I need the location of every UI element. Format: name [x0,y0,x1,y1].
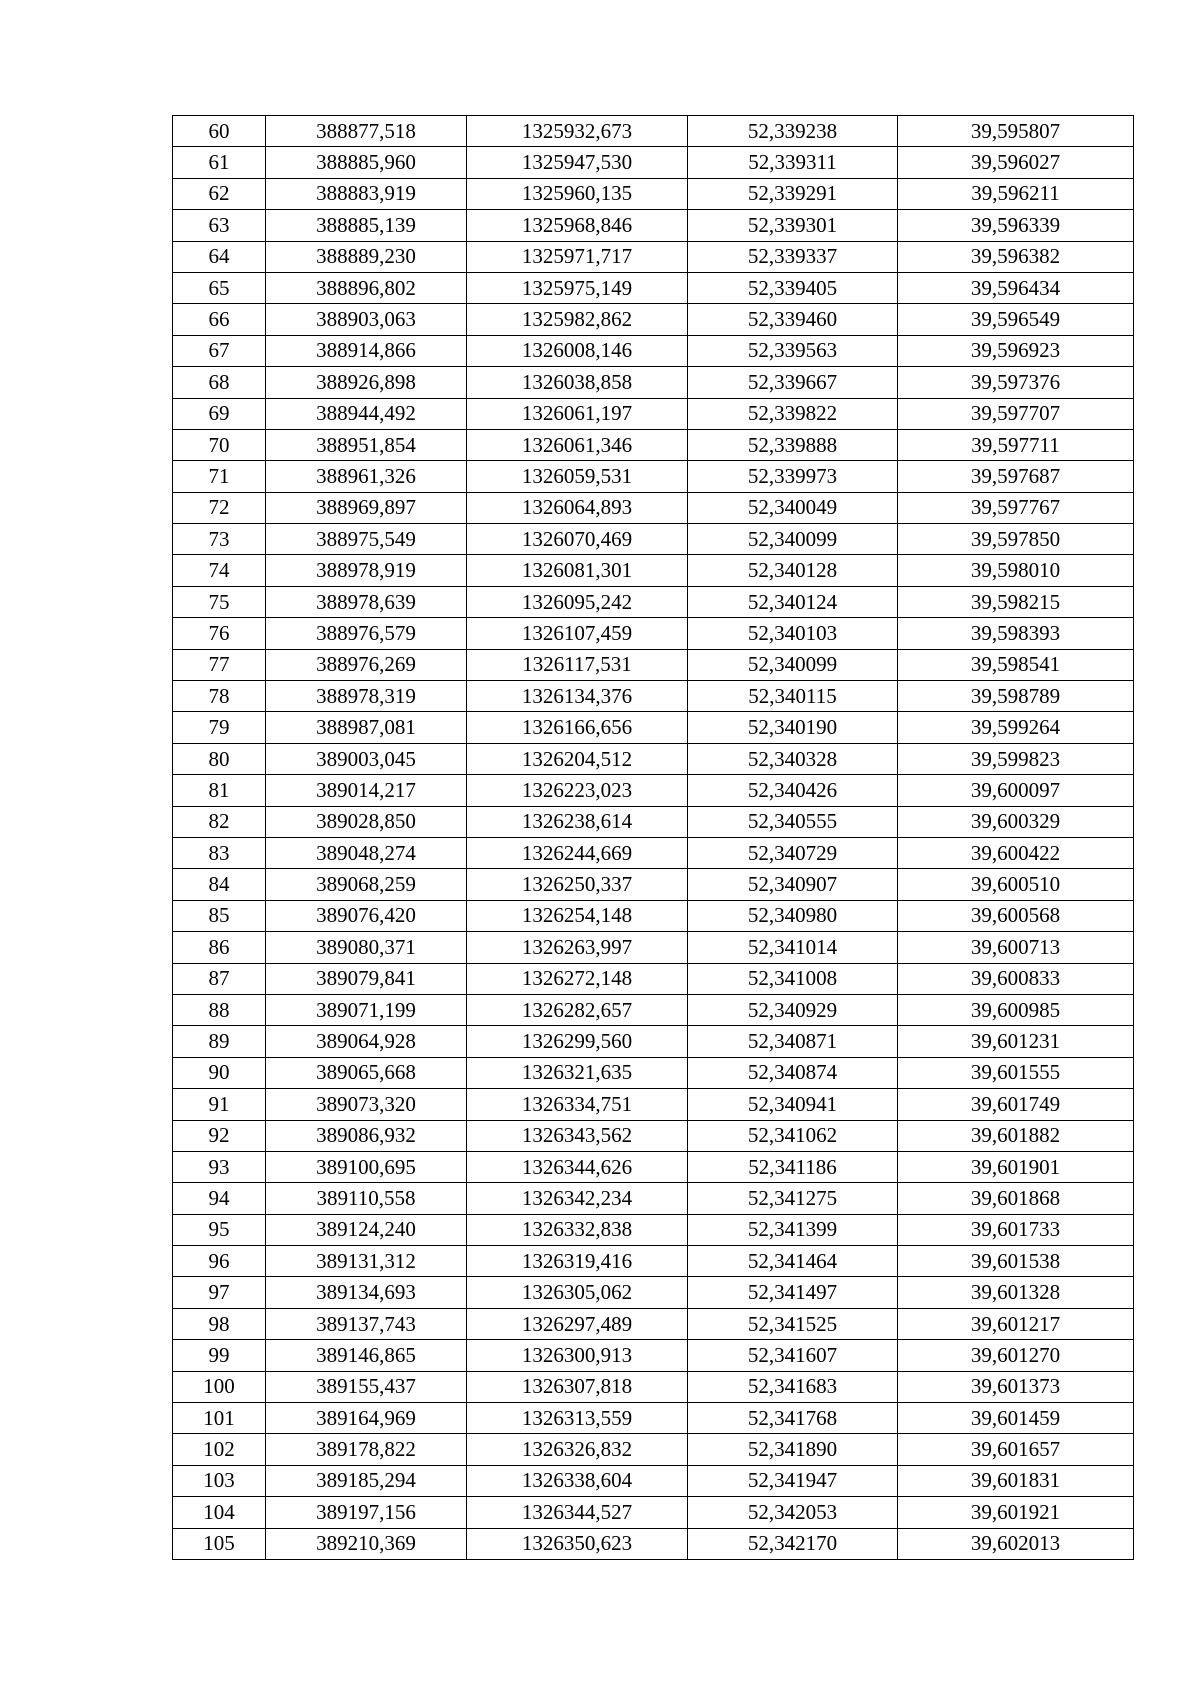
latitude-cell: 52,339460 [688,304,898,335]
x-coordinate-cell: 389079,841 [266,963,467,994]
longitude-cell: 39,597376 [898,367,1134,398]
x-coordinate-cell: 388885,139 [266,210,467,241]
longitude-cell: 39,600833 [898,963,1134,994]
table-row [173,1434,1134,1465]
y-coordinate-cell: 1326297,489 [467,1308,688,1339]
longitude-cell: 39,598215 [898,586,1134,617]
table-row [173,1026,1134,1057]
point-number-cell: 84 [173,869,266,900]
longitude-cell: 39,601749 [898,1089,1134,1120]
y-coordinate-cell: 1325971,717 [467,241,688,272]
y-coordinate-cell: 1326166,656 [467,712,688,743]
latitude-cell: 52,341768 [688,1403,898,1434]
latitude-cell: 52,340099 [688,524,898,555]
latitude-cell: 52,341525 [688,1308,898,1339]
point-number-cell: 68 [173,367,266,398]
longitude-cell: 39,601901 [898,1151,1134,1182]
y-coordinate-cell: 1326107,459 [467,618,688,649]
longitude-cell: 39,596434 [898,272,1134,303]
x-coordinate-cell: 388978,919 [266,555,467,586]
latitude-cell: 52,340907 [688,869,898,900]
point-number-cell: 82 [173,806,266,837]
point-number-cell: 92 [173,1120,266,1151]
longitude-cell: 39,600568 [898,900,1134,931]
longitude-cell: 39,596027 [898,147,1134,178]
y-coordinate-cell: 1326238,614 [467,806,688,837]
table-row [173,1465,1134,1496]
point-number-cell: 65 [173,272,266,303]
point-number-cell: 102 [173,1434,266,1465]
longitude-cell: 39,599264 [898,712,1134,743]
latitude-cell: 52,341464 [688,1246,898,1277]
y-coordinate-cell: 1326326,832 [467,1434,688,1465]
latitude-cell: 52,340426 [688,775,898,806]
y-coordinate-cell: 1326342,234 [467,1183,688,1214]
point-number-cell: 80 [173,743,266,774]
table-row [173,304,1134,335]
longitude-cell: 39,601217 [898,1308,1134,1339]
table-row [173,492,1134,523]
x-coordinate-cell: 388903,063 [266,304,467,335]
longitude-cell: 39,599823 [898,743,1134,774]
latitude-cell: 52,340099 [688,649,898,680]
x-coordinate-cell: 389134,693 [266,1277,467,1308]
x-coordinate-cell: 389178,822 [266,1434,467,1465]
latitude-cell: 52,342170 [688,1528,898,1559]
latitude-cell: 52,340980 [688,900,898,931]
latitude-cell: 52,340115 [688,681,898,712]
point-number-cell: 63 [173,210,266,241]
point-number-cell: 83 [173,837,266,868]
table-row [173,649,1134,680]
point-number-cell: 62 [173,178,266,209]
longitude-cell: 39,598541 [898,649,1134,680]
x-coordinate-cell: 389076,420 [266,900,467,931]
y-coordinate-cell: 1325968,846 [467,210,688,241]
longitude-cell: 39,597711 [898,429,1134,460]
latitude-cell: 52,340729 [688,837,898,868]
point-number-cell: 64 [173,241,266,272]
x-coordinate-cell: 389131,312 [266,1246,467,1277]
table-row [173,743,1134,774]
table-row [173,1057,1134,1088]
longitude-cell: 39,601831 [898,1465,1134,1496]
y-coordinate-cell: 1325932,673 [467,116,688,147]
latitude-cell: 52,340190 [688,712,898,743]
longitude-cell: 39,597707 [898,398,1134,429]
y-coordinate-cell: 1326254,148 [467,900,688,931]
latitude-cell: 52,340929 [688,994,898,1025]
point-number-cell: 66 [173,304,266,335]
y-coordinate-cell: 1325975,149 [467,272,688,303]
latitude-cell: 52,339337 [688,241,898,272]
x-coordinate-cell: 389110,558 [266,1183,467,1214]
y-coordinate-cell: 1326307,818 [467,1371,688,1402]
table-row [173,398,1134,429]
longitude-cell: 39,600510 [898,869,1134,900]
y-coordinate-cell: 1326305,062 [467,1277,688,1308]
longitude-cell: 39,601921 [898,1497,1134,1528]
x-coordinate-cell: 389028,850 [266,806,467,837]
x-coordinate-cell: 389137,743 [266,1308,467,1339]
y-coordinate-cell: 1326332,838 [467,1214,688,1245]
point-number-cell: 71 [173,461,266,492]
x-coordinate-cell: 389071,199 [266,994,467,1025]
latitude-cell: 52,340871 [688,1026,898,1057]
latitude-cell: 52,341683 [688,1371,898,1402]
point-number-cell: 96 [173,1246,266,1277]
point-number-cell: 101 [173,1403,266,1434]
point-number-cell: 77 [173,649,266,680]
latitude-cell: 52,340124 [688,586,898,617]
point-number-cell: 67 [173,335,266,366]
x-coordinate-cell: 388877,518 [266,116,467,147]
table-row [173,1120,1134,1151]
latitude-cell: 52,340049 [688,492,898,523]
point-number-cell: 73 [173,524,266,555]
x-coordinate-cell: 388944,492 [266,398,467,429]
table-row [173,586,1134,617]
latitude-cell: 52,341497 [688,1277,898,1308]
y-coordinate-cell: 1326117,531 [467,649,688,680]
table-row [173,1151,1134,1182]
coordinates-table [172,115,1134,1560]
table-row [173,1371,1134,1402]
longitude-cell: 39,598393 [898,618,1134,649]
x-coordinate-cell: 389065,668 [266,1057,467,1088]
y-coordinate-cell: 1326008,146 [467,335,688,366]
longitude-cell: 39,600422 [898,837,1134,868]
point-number-cell: 69 [173,398,266,429]
table-row [173,555,1134,586]
longitude-cell: 39,596211 [898,178,1134,209]
point-number-cell: 79 [173,712,266,743]
point-number-cell: 78 [173,681,266,712]
y-coordinate-cell: 1326334,751 [467,1089,688,1120]
table-row [173,837,1134,868]
longitude-cell: 39,601868 [898,1183,1134,1214]
x-coordinate-cell: 388885,960 [266,147,467,178]
coordinates-table-body [173,116,1134,1560]
y-coordinate-cell: 1326064,893 [467,492,688,523]
latitude-cell: 52,339301 [688,210,898,241]
y-coordinate-cell: 1326282,657 [467,994,688,1025]
latitude-cell: 52,339667 [688,367,898,398]
x-coordinate-cell: 388978,319 [266,681,467,712]
longitude-cell: 39,601373 [898,1371,1134,1402]
point-number-cell: 86 [173,932,266,963]
table-row [173,461,1134,492]
x-coordinate-cell: 389073,320 [266,1089,467,1120]
longitude-cell: 39,600985 [898,994,1134,1025]
y-coordinate-cell: 1326313,559 [467,1403,688,1434]
table-row [173,994,1134,1025]
y-coordinate-cell: 1326350,623 [467,1528,688,1559]
y-coordinate-cell: 1326300,913 [467,1340,688,1371]
point-number-cell: 95 [173,1214,266,1245]
point-number-cell: 70 [173,429,266,460]
x-coordinate-cell: 388969,897 [266,492,467,523]
latitude-cell: 52,341890 [688,1434,898,1465]
y-coordinate-cell: 1326343,562 [467,1120,688,1151]
x-coordinate-cell: 388978,639 [266,586,467,617]
point-number-cell: 105 [173,1528,266,1559]
latitude-cell: 52,341399 [688,1214,898,1245]
latitude-cell: 52,341947 [688,1465,898,1496]
table-row [173,241,1134,272]
x-coordinate-cell: 389124,240 [266,1214,467,1245]
latitude-cell: 52,342053 [688,1497,898,1528]
x-coordinate-cell: 389080,371 [266,932,467,963]
table-row [173,806,1134,837]
latitude-cell: 52,341008 [688,963,898,994]
y-coordinate-cell: 1326272,148 [467,963,688,994]
point-number-cell: 100 [173,1371,266,1402]
latitude-cell: 52,339563 [688,335,898,366]
longitude-cell: 39,596339 [898,210,1134,241]
x-coordinate-cell: 389064,928 [266,1026,467,1057]
x-coordinate-cell: 388896,802 [266,272,467,303]
x-coordinate-cell: 389086,932 [266,1120,467,1151]
longitude-cell: 39,601459 [898,1403,1134,1434]
table-row [173,335,1134,366]
x-coordinate-cell: 389014,217 [266,775,467,806]
x-coordinate-cell: 388975,549 [266,524,467,555]
table-row [173,1340,1134,1371]
latitude-cell: 52,340874 [688,1057,898,1088]
longitude-cell: 39,596923 [898,335,1134,366]
y-coordinate-cell: 1326061,197 [467,398,688,429]
table-row [173,429,1134,460]
longitude-cell: 39,601231 [898,1026,1134,1057]
latitude-cell: 52,341062 [688,1120,898,1151]
latitude-cell: 52,341607 [688,1340,898,1371]
table-row [173,963,1134,994]
longitude-cell: 39,598010 [898,555,1134,586]
latitude-cell: 52,341186 [688,1151,898,1182]
point-number-cell: 61 [173,147,266,178]
table-row [173,1246,1134,1277]
longitude-cell: 39,595807 [898,116,1134,147]
y-coordinate-cell: 1326081,301 [467,555,688,586]
point-number-cell: 91 [173,1089,266,1120]
longitude-cell: 39,596382 [898,241,1134,272]
latitude-cell: 52,339238 [688,116,898,147]
table-row [173,1528,1134,1559]
point-number-cell: 89 [173,1026,266,1057]
table-row [173,272,1134,303]
y-coordinate-cell: 1326250,337 [467,869,688,900]
longitude-cell: 39,601270 [898,1340,1134,1371]
longitude-cell: 39,601328 [898,1277,1134,1308]
x-coordinate-cell: 389048,274 [266,837,467,868]
x-coordinate-cell: 389068,259 [266,869,467,900]
longitude-cell: 39,601538 [898,1246,1134,1277]
table-row [173,681,1134,712]
latitude-cell: 52,340128 [688,555,898,586]
latitude-cell: 52,339291 [688,178,898,209]
table-row [173,367,1134,398]
longitude-cell: 39,600329 [898,806,1134,837]
x-coordinate-cell: 388914,866 [266,335,467,366]
table-row [173,932,1134,963]
x-coordinate-cell: 388961,326 [266,461,467,492]
x-coordinate-cell: 388889,230 [266,241,467,272]
longitude-cell: 39,602013 [898,1528,1134,1559]
table-row [173,900,1134,931]
y-coordinate-cell: 1326223,023 [467,775,688,806]
table-row [173,712,1134,743]
point-number-cell: 76 [173,618,266,649]
point-number-cell: 98 [173,1308,266,1339]
table-row [173,1497,1134,1528]
longitude-cell: 39,601733 [898,1214,1134,1245]
table-row [173,618,1134,649]
table-row [173,1308,1134,1339]
latitude-cell: 52,341014 [688,932,898,963]
point-number-cell: 60 [173,116,266,147]
y-coordinate-cell: 1325982,862 [467,304,688,335]
point-number-cell: 103 [173,1465,266,1496]
longitude-cell: 39,596549 [898,304,1134,335]
point-number-cell: 94 [173,1183,266,1214]
y-coordinate-cell: 1326344,626 [467,1151,688,1182]
table-row [173,147,1134,178]
x-coordinate-cell: 388976,269 [266,649,467,680]
point-number-cell: 72 [173,492,266,523]
latitude-cell: 52,340103 [688,618,898,649]
longitude-cell: 39,600713 [898,932,1134,963]
y-coordinate-cell: 1326319,416 [467,1246,688,1277]
table-row [173,775,1134,806]
longitude-cell: 39,600097 [898,775,1134,806]
table-row [173,1214,1134,1245]
point-number-cell: 93 [173,1151,266,1182]
longitude-cell: 39,597767 [898,492,1134,523]
y-coordinate-cell: 1326338,604 [467,1465,688,1496]
y-coordinate-cell: 1326070,469 [467,524,688,555]
y-coordinate-cell: 1326344,527 [467,1497,688,1528]
latitude-cell: 52,340941 [688,1089,898,1120]
x-coordinate-cell: 388883,919 [266,178,467,209]
point-number-cell: 99 [173,1340,266,1371]
y-coordinate-cell: 1326061,346 [467,429,688,460]
table-row [173,116,1134,147]
table-row [173,524,1134,555]
latitude-cell: 52,340555 [688,806,898,837]
x-coordinate-cell: 389185,294 [266,1465,467,1496]
x-coordinate-cell: 388926,898 [266,367,467,398]
point-number-cell: 90 [173,1057,266,1088]
x-coordinate-cell: 388976,579 [266,618,467,649]
point-number-cell: 85 [173,900,266,931]
latitude-cell: 52,339888 [688,429,898,460]
y-coordinate-cell: 1326059,531 [467,461,688,492]
y-coordinate-cell: 1326244,669 [467,837,688,868]
y-coordinate-cell: 1325947,530 [467,147,688,178]
y-coordinate-cell: 1326134,376 [467,681,688,712]
x-coordinate-cell: 389100,695 [266,1151,467,1182]
point-number-cell: 104 [173,1497,266,1528]
table-row [173,210,1134,241]
latitude-cell: 52,339405 [688,272,898,303]
table-row [173,1089,1134,1120]
y-coordinate-cell: 1326263,997 [467,932,688,963]
x-coordinate-cell: 389003,045 [266,743,467,774]
point-number-cell: 81 [173,775,266,806]
longitude-cell: 39,597850 [898,524,1134,555]
longitude-cell: 39,598789 [898,681,1134,712]
point-number-cell: 87 [173,963,266,994]
latitude-cell: 52,341275 [688,1183,898,1214]
x-coordinate-cell: 388987,081 [266,712,467,743]
x-coordinate-cell: 389210,369 [266,1528,467,1559]
table-row [173,1277,1134,1308]
point-number-cell: 97 [173,1277,266,1308]
latitude-cell: 52,340328 [688,743,898,774]
latitude-cell: 52,339311 [688,147,898,178]
latitude-cell: 52,339822 [688,398,898,429]
longitude-cell: 39,601657 [898,1434,1134,1465]
point-number-cell: 75 [173,586,266,617]
x-coordinate-cell: 389197,156 [266,1497,467,1528]
y-coordinate-cell: 1326038,858 [467,367,688,398]
longitude-cell: 39,601555 [898,1057,1134,1088]
longitude-cell: 39,601882 [898,1120,1134,1151]
table-row [173,1403,1134,1434]
x-coordinate-cell: 388951,854 [266,429,467,460]
table-row [173,1183,1134,1214]
latitude-cell: 52,339973 [688,461,898,492]
longitude-cell: 39,597687 [898,461,1134,492]
y-coordinate-cell: 1326204,512 [467,743,688,774]
y-coordinate-cell: 1326321,635 [467,1057,688,1088]
y-coordinate-cell: 1326095,242 [467,586,688,617]
x-coordinate-cell: 389155,437 [266,1371,467,1402]
x-coordinate-cell: 389146,865 [266,1340,467,1371]
table-row [173,178,1134,209]
point-number-cell: 74 [173,555,266,586]
table-row [173,869,1134,900]
y-coordinate-cell: 1326299,560 [467,1026,688,1057]
point-number-cell: 88 [173,994,266,1025]
y-coordinate-cell: 1325960,135 [467,178,688,209]
x-coordinate-cell: 389164,969 [266,1403,467,1434]
